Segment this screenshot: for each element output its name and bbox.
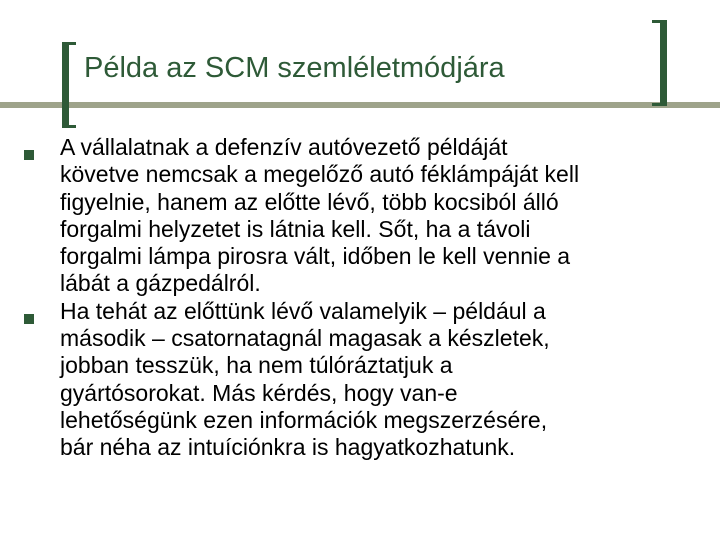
title-rule	[0, 102, 720, 108]
bullet-list	[24, 134, 704, 462]
bullet-item	[24, 298, 704, 462]
bullet-text: A vállalatnak a defenzív autóvezető példáját követve nemcsak a megelőző autó féklámpáját kell figyelnie, hanem az előtte lévő, több kocsiból álló forgalmi helyzetet is látnia kell. Sőt, ha a távoli forgalmi lámpa pirosra vált, időben le kell vennie a lábát a gázpedálról.	[60, 134, 580, 297]
bullet-item	[24, 134, 704, 298]
square-bullet-icon	[24, 150, 34, 160]
bullet-text: Ha tehát az előttünk lévő valamelyik – például a második – csatornatagnál magasak a készletek, jobban tesszük, ha nem túlóráztatjuk a gyártósorokat. Más kérdés, hogy van-e lehetőségünk ezen információk megszerzésére, bár néha az intuíciónkra is hagyatkozhatunk.	[60, 297, 550, 461]
square-bullet-icon	[24, 314, 34, 324]
slide-title: Példa az SCM szemléletmódjára	[84, 52, 505, 84]
left-bracket-decoration	[62, 42, 76, 128]
right-bracket-decoration	[652, 20, 667, 106]
